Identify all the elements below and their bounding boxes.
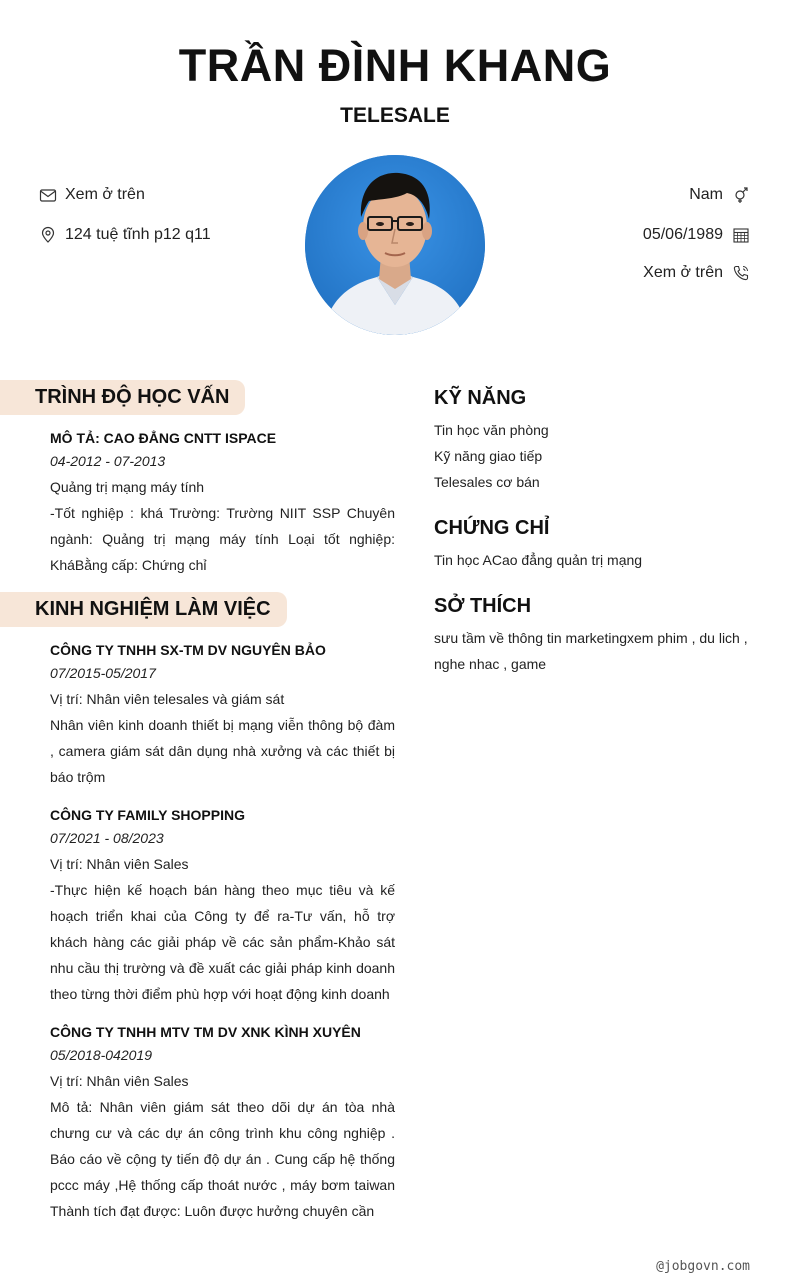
job-date: 07/2021 - 08/2023: [50, 830, 164, 846]
job-date: 07/2015-05/2017: [50, 665, 156, 681]
education-line: -Tốt nghiệp : khá Trường: Trường NIIT SSP Chuyên ngành: Quảng trị mạng máy tính Loại tốt nghiệp: KháBằng cấp: Chứng chỉ: [50, 505, 395, 573]
job-company: CÔNG TY TNHH MTV TM DV XNK KÌNH XUYÊN: [50, 1024, 361, 1040]
location-pin-icon: [39, 226, 57, 244]
education-title: MÔ TẢ: CAO ĐẲNG CNTT ISPACE: [50, 430, 277, 446]
job-entry: [50, 640, 395, 790]
profile-photo: [305, 155, 485, 335]
section-experience-heading: KINH NGHIỆM LÀM VIỆC: [0, 592, 287, 627]
contact-email: [39, 186, 145, 204]
job-position: Vị trí: Nhân viên telesales và giám sát: [50, 691, 285, 707]
certificates-section: [434, 516, 754, 573]
job-title: TELESALE: [340, 104, 450, 127]
job-description: Nhân viên kinh doanh thiết bị mạng viễn thông bộ đàm , camera giám sát dân dụng nhà xưởng và các thiết bị báo trộm: [50, 717, 395, 785]
job-entry: [50, 1022, 395, 1224]
address-value: 124 tuệ tĩnh p12 q11: [65, 226, 211, 243]
section-education-heading: TRÌNH ĐỘ HỌC VẤN: [0, 380, 245, 415]
job-position: Vị trí: Nhân viên Sales: [50, 856, 189, 872]
contact-gender: [689, 186, 750, 204]
skills-section: [434, 386, 754, 495]
contact-birthday: [643, 226, 750, 244]
certificate-item: Tin học ACao đẳng quản trị mạng: [434, 552, 643, 568]
job-position: Vị trí: Nhân viên Sales: [50, 1073, 189, 1089]
certificates-heading: CHỨNG CHỈ: [434, 517, 550, 539]
skill-item: Tin học văn phòng: [434, 422, 549, 438]
hobbies-section: [434, 594, 754, 677]
birthday-value: 05/06/1989: [642, 226, 723, 243]
contact-address: [39, 226, 211, 244]
watermark-text: @jobgovn.com: [656, 1259, 750, 1274]
contact-phone: [643, 264, 750, 282]
gender-value: Nam: [689, 186, 723, 203]
job-description: -Thực hiện kế hoạch bán hàng theo mục tiêu và kế hoạch triển khai của Công ty để ra-Tư vấn, hỗ trợ khách hàng các giải pháp về các sản phẩm-Khảo sát nhu cầu thị trường và đề xuất các giải pháp kinh doanh theo từng thời điểm phù hợp với hoạt động kinh doanh: [50, 882, 395, 1002]
education-date: 04-2012 - 07-2013: [50, 453, 166, 469]
hobbies-text: sưu tầm về thông tin marketingxem phim , du lich , nghe nhac , game: [434, 630, 748, 672]
mail-icon: [39, 186, 57, 204]
phone-icon: [732, 264, 750, 282]
phone-value: Xem ở trên: [643, 264, 723, 281]
skill-item: Kỹ năng giao tiếp: [434, 448, 543, 464]
email-value: Xem ở trên: [65, 186, 145, 203]
gender-icon: [732, 186, 750, 204]
skills-heading: KỸ NĂNG: [434, 387, 527, 409]
job-company: CÔNG TY FAMILY SHOPPING: [50, 807, 246, 823]
hobbies-heading: SỞ THÍCH: [434, 595, 532, 617]
job-description: Mô tả: Nhân viên giám sát theo dõi dự án tòa nhà chưng cư và các dự án công trình khu công nghiệp . Báo cáo về cộng ty tiến độ dự án . Cung cấp hệ thống pccc máy ,Hệ thống cấp thoát nước , máy bơm taiwan Thành tích đạt được: Luôn được hưởng chuyên cần: [50, 1099, 395, 1219]
job-date: 05/2018-042019: [50, 1047, 152, 1063]
skill-item: Telesales cơ bán: [434, 474, 540, 490]
job-entry: [50, 805, 395, 1007]
calendar-icon: [732, 226, 750, 244]
education-entry: [50, 428, 395, 578]
candidate-name: TRẦN ĐÌNH KHANG: [178, 40, 612, 91]
job-company: CÔNG TY TNHH SX-TM DV NGUYÊN BẢO: [50, 642, 326, 658]
education-line: Quảng trị mạng máy tính: [50, 479, 205, 495]
